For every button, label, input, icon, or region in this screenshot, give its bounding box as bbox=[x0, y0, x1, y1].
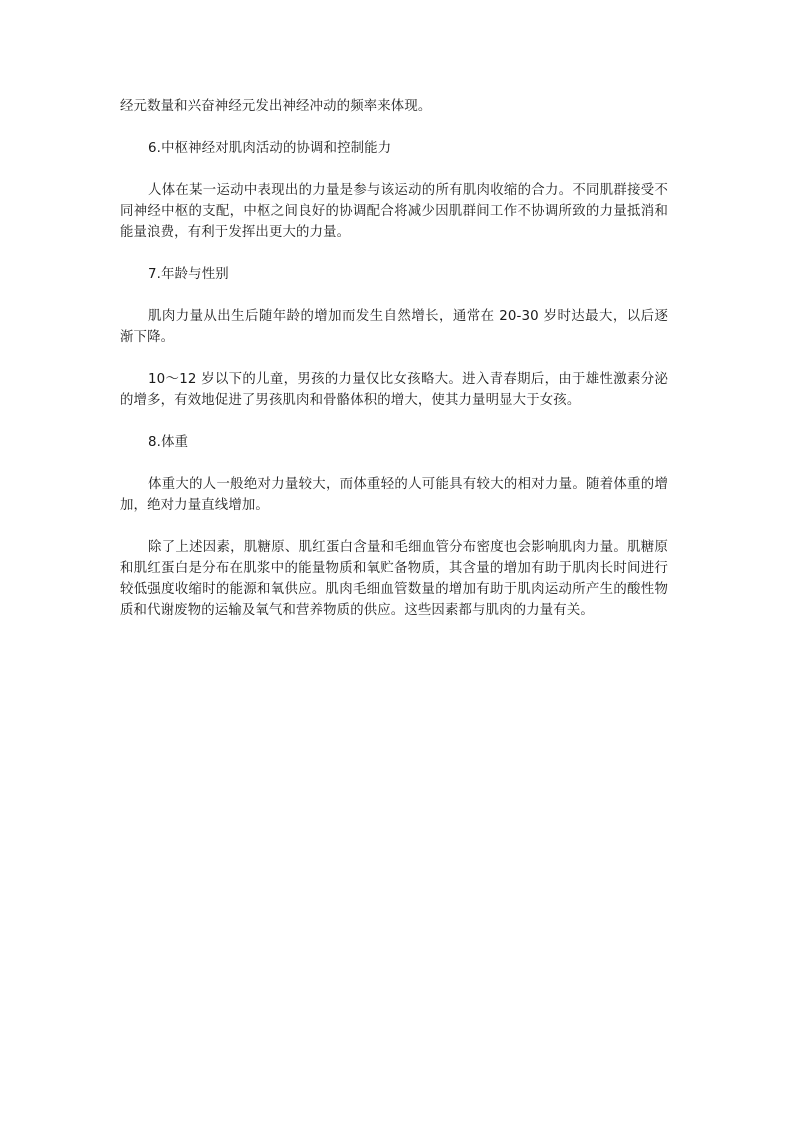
section-heading-6: 6.中枢神经对肌肉活动的协调和控制能力 bbox=[148, 141, 392, 156]
paragraph-gap bbox=[120, 117, 668, 138]
paragraph-bodyweight: 体重大的人一般绝对力量较大，而体重轻的人可能具有较大的相对力量。随着体重的增加，绝对力量直线增加。 bbox=[120, 477, 668, 513]
paragraph-gender: 10～12 岁以下的儿童，男孩的力量仅比女孩略大。进入青春期后，由于雄性激素分泌的增多，有效地促进了男孩肌肉和骨骼体积的增大，使其力量明显大于女孩。 bbox=[120, 372, 668, 408]
paragraph-age: 肌肉力量从出生后随年龄的增加而发生自然增长，通常在 20-30 岁时达最大，以后逐渐下降。 bbox=[120, 309, 668, 345]
paragraph-gap bbox=[120, 453, 668, 474]
paragraph-other-factors: 除了上述因素，肌糖原、肌红蛋白含量和毛细血管分布密度也会影响肌肉力量。肌糖原和肌红蛋白是分布在肌浆中的能量物质和氧贮备物质，其含量的增加有助于肌肉长时间进行较低强度收缩时的能源和氧供应。肌肉毛细血管数量的增加有助于肌肉运动所产生的酸性物质和代谢废物的运输及氧气和营养物质的供应。这些因素都与肌肉的力量有关。 bbox=[120, 540, 668, 618]
paragraph-gap bbox=[120, 243, 668, 264]
section-heading-7: 7.年龄与性别 bbox=[148, 267, 229, 282]
paragraph-coordination: 人体在某一运动中表现出的力量是参与该运动的所有肌肉收缩的合力。不同肌群接受不同神经中枢的支配，中枢之间良好的协调配合将减少因肌群间工作不协调所致的力量抵消和能量浪费，有利于发挥出更大的力量。 bbox=[120, 183, 668, 240]
paragraph-gap bbox=[120, 159, 668, 180]
document-page bbox=[120, 96, 668, 621]
paragraph-gap bbox=[120, 411, 668, 432]
paragraph-continuation: 经元数量和兴奋神经元发出神经冲动的频率来体现。 bbox=[120, 99, 432, 114]
paragraph-gap bbox=[120, 285, 668, 306]
paragraph-gap bbox=[120, 348, 668, 369]
section-heading-8: 8.体重 bbox=[148, 435, 189, 450]
paragraph-gap bbox=[120, 516, 668, 537]
